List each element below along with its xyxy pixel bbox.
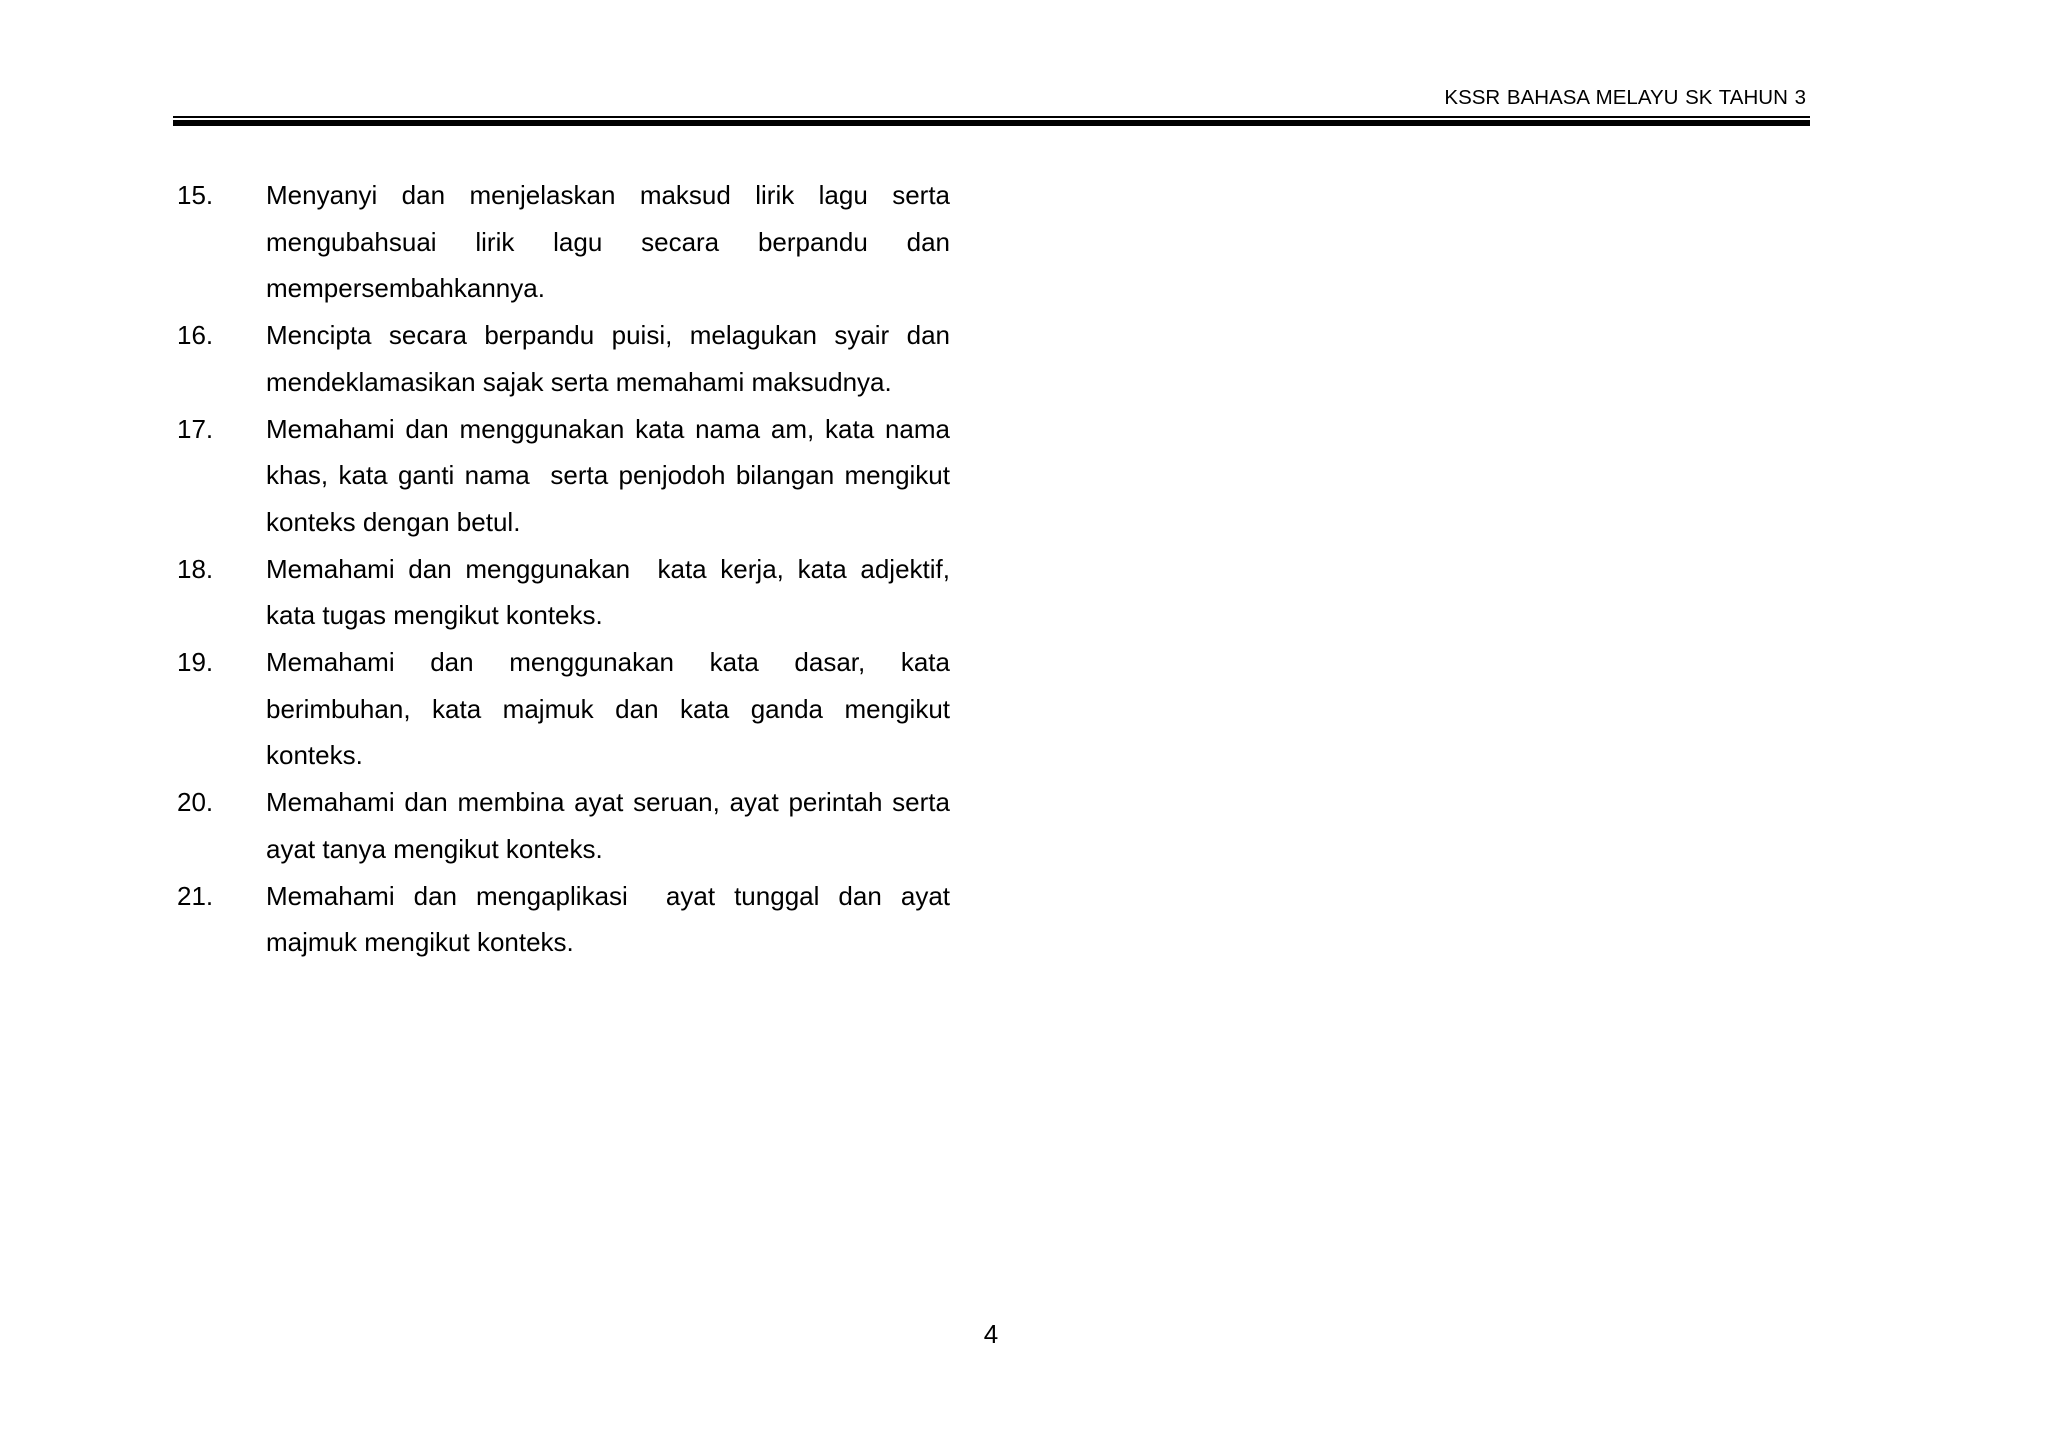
page-header	[173, 86, 1810, 128]
item-number: 16.	[177, 320, 214, 351]
list-item	[177, 546, 958, 639]
objective-list	[177, 172, 958, 966]
item-number: 17.	[177, 413, 214, 444]
list-item	[177, 172, 958, 312]
item-number: 19.	[177, 647, 214, 678]
page-number: 4	[983, 1319, 999, 1349]
item-number: 21.	[177, 880, 214, 911]
item-text: Menyanyi dan menjelaskan maksud lirik lagu serta mengubahsuai lirik lagu secara berpandu dan mempersembahkannya.	[266, 180, 958, 304]
item-number: 15.	[177, 180, 214, 210]
item-text: Memahami dan mengaplikasi ayat tunggal dan ayat majmuk mengikut konteks.	[266, 880, 958, 958]
item-number: 18.	[177, 553, 214, 584]
header-rule-thick	[173, 120, 1810, 126]
item-text: Memahami dan membina ayat seruan, ayat perintah serta ayat tanya mengikut konteks.	[266, 787, 958, 864]
list-item	[177, 406, 958, 546]
header-title: KSSR BAHASA MELAYU SK TAHUN 3	[1444, 86, 1806, 109]
item-text: Memahami dan menggunakan kata dasar, kata berimbuhan, kata majmuk dan kata ganda mengikut konteks.	[266, 647, 958, 771]
item-number: 20.	[177, 787, 214, 818]
item-text: Memahami dan menggunakan kata kerja, kata adjektif, kata tugas mengikut konteks.	[266, 553, 958, 631]
list-item	[177, 639, 958, 779]
header-rule-thin	[173, 116, 1810, 118]
list-item	[177, 312, 958, 405]
list-item	[177, 779, 958, 872]
item-text: Memahami dan menggunakan kata nama am, kata nama khas, kata ganti nama serta penjodoh bilangan mengikut konteks dengan betul.	[266, 413, 958, 537]
item-text: Mencipta secara berpandu puisi, melagukan syair dan mendeklamasikan sajak serta memahami maksudnya.	[266, 320, 958, 397]
list-item	[177, 873, 958, 966]
